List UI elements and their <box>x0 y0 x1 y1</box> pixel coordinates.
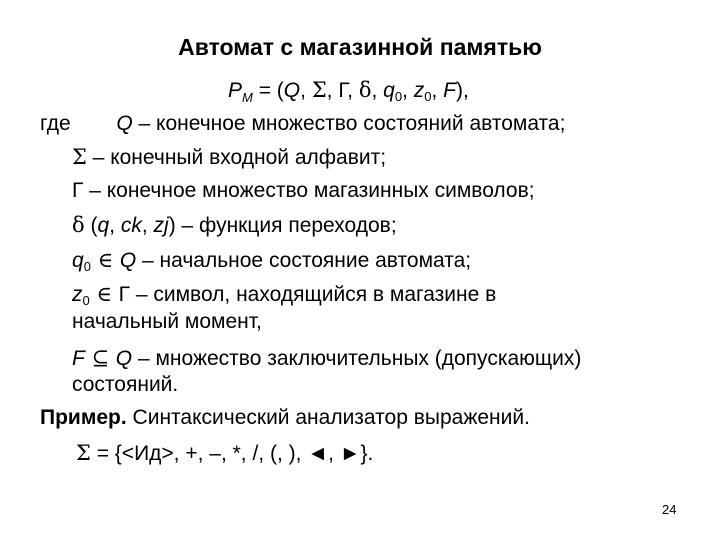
delta-c2: , <box>141 214 154 237</box>
delta-ck: ck <box>120 214 142 237</box>
where-text: – конечное множество состояний автомата; <box>132 112 566 135</box>
def-f: F <box>443 79 456 102</box>
f-text: – множество заключительных (допускающих) <box>132 347 582 370</box>
example-line <box>40 406 530 430</box>
def-q0-sub: 0 <box>394 89 403 104</box>
def-eq: = ( <box>252 79 284 102</box>
q0-line <box>72 248 471 279</box>
def-c1: , <box>300 79 312 102</box>
f-line <box>72 346 581 371</box>
where-q: Q <box>116 112 133 135</box>
z0-z: z <box>72 283 83 306</box>
alphabet-sigma: Σ <box>76 441 91 465</box>
z0-line-cont <box>72 310 262 334</box>
delta-symbol: δ <box>72 213 85 237</box>
pm-m: M <box>242 90 253 105</box>
definition-formula <box>228 78 469 109</box>
pm-p: P <box>228 79 243 102</box>
z0-sub: 0 <box>82 293 90 308</box>
delta-zj: zj <box>153 214 169 237</box>
def-sigma: Σ <box>311 78 327 102</box>
q0-sub: 0 <box>83 259 91 274</box>
subset-icon: ⊆ <box>84 346 116 370</box>
z0-line <box>72 282 496 313</box>
z0-text: Г – символ, находящийся в магазине в <box>118 283 497 306</box>
example-label: Пример. <box>40 406 127 429</box>
def-c4: , <box>402 79 414 102</box>
where-line <box>40 112 565 136</box>
where-label: где <box>40 112 71 135</box>
def-c5: , <box>431 79 444 102</box>
def-c3: , <box>371 79 384 102</box>
delta-q: q <box>97 214 110 237</box>
def-q0: q <box>383 79 395 102</box>
delta-line <box>72 213 397 238</box>
delta-open: ( <box>84 214 98 237</box>
alphabet-text: = {<Ид>, +, –, *, /, (, ), ◄, ►}. <box>90 442 374 465</box>
gamma-text: Г – конечное множество магазинных символов; <box>72 179 535 202</box>
def-delta: δ <box>358 78 372 102</box>
element-of-icon: ∈ <box>90 248 120 272</box>
def-close: ), <box>455 79 469 102</box>
sigma-text: – конечный входной алфавит; <box>86 146 387 169</box>
q0-text: – начальное состояние автомата; <box>136 249 472 272</box>
def-z0-sub: 0 <box>424 89 432 104</box>
z0-text2: начальный момент, <box>72 310 262 333</box>
sigma-line <box>72 145 386 170</box>
gamma-line <box>72 179 535 203</box>
f-Q: Q <box>115 347 133 370</box>
alphabet-line <box>76 441 373 466</box>
page-number: 24 <box>662 502 677 517</box>
f-F: F <box>72 347 85 370</box>
def-c2: , Г, <box>326 79 359 102</box>
example-text: Синтаксический анализатор выражений. <box>126 406 530 429</box>
f-line-cont <box>72 373 178 397</box>
q0-Q: Q <box>119 249 137 272</box>
delta-text: ) – функция переходов; <box>168 214 397 237</box>
slide-title: Автомат с магазинной памятью <box>178 34 542 60</box>
def-q: Q <box>283 79 301 102</box>
f-text2: состояний. <box>72 373 179 396</box>
sigma-symbol: Σ <box>72 145 87 169</box>
def-z0: z <box>413 79 425 102</box>
q0-q: q <box>72 249 84 272</box>
delta-c1: , <box>109 214 121 237</box>
element-of-icon: ∈ <box>89 282 119 306</box>
